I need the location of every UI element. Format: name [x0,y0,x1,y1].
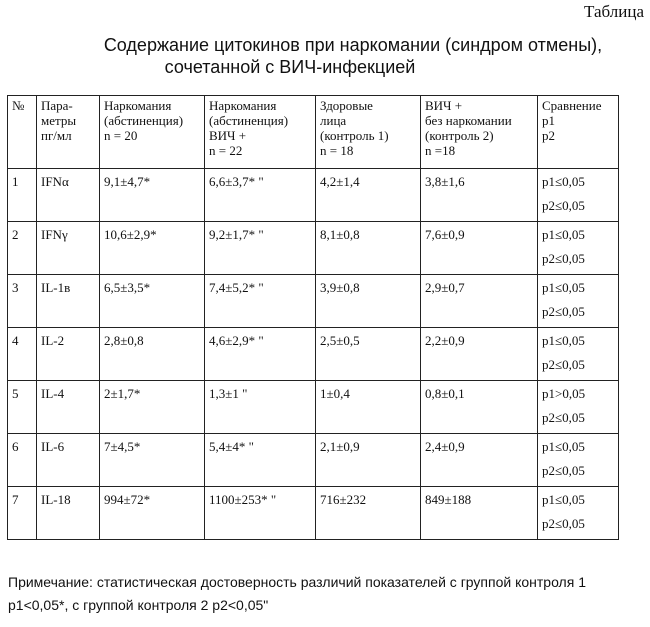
cell-hiv: 3,8±1,6 [421,169,538,222]
cell-hiv: 2,4±0,9 [421,434,538,487]
cell-narc: 994±72* [100,487,205,540]
cell-narc: 6,5±3,5* [100,275,205,328]
cell-comparison [538,487,619,540]
column-header-line: n =18 [425,143,456,158]
cell-narc: 10,6±2,9* [100,222,205,275]
cell-comparison [538,381,619,434]
cell-healthy: 4,2±1,4 [316,169,421,222]
column-header-line: Сравнение [542,98,602,113]
column-header-3 [205,96,316,169]
comparison-p2: p2≤0,05 [542,463,585,478]
column-header-line: (абстиненция) [209,113,289,128]
comparison-p1: p1≤0,05 [542,280,585,295]
column-header-6 [538,96,619,169]
column-header-line: без наркомании [425,113,512,128]
cell-param: IFNα [37,169,100,222]
cell-hiv: 849±188 [421,487,538,540]
table-row [8,275,619,328]
column-header-line: p2 [542,128,555,143]
comparison-p1: p1≤0,05 [542,227,585,242]
cell-comparison [538,434,619,487]
cell-hiv: 2,9±0,7 [421,275,538,328]
column-header-5 [421,96,538,169]
cell-param: IL-4 [37,381,100,434]
column-header-line: Наркомания [104,98,172,113]
table-row [8,328,619,381]
cell-healthy: 2,5±0,5 [316,328,421,381]
cell-narc-hiv: 5,4±4* " [205,434,316,487]
cell-narc-hiv: 1,3±1 " [205,381,316,434]
cell-narc: 2,8±0,8 [100,328,205,381]
column-header-line: пг/мл [41,128,72,143]
cell-param: IL-18 [37,487,100,540]
cell-narc: 7±4,5* [100,434,205,487]
cell-narc-hiv: 9,2±1,7* " [205,222,316,275]
table-row [8,169,619,222]
column-header-line: ВИЧ + [425,98,463,113]
comparison-p2: p2≤0,05 [542,410,585,425]
cell-healthy: 1±0,4 [316,381,421,434]
comparison-p1: p1>0,05 [542,386,586,401]
column-header-line: (контроль 1) [320,128,389,143]
cell-comparison [538,328,619,381]
comparison-p2: p2≤0,05 [542,304,585,319]
comparison-p2: p2≤0,05 [542,198,585,213]
comparison-p2: p2≤0,05 [542,251,585,266]
table-row [8,487,619,540]
cell-hiv: 0,8±0,1 [421,381,538,434]
cell-param: IL-1в [37,275,100,328]
comparison-p2: p2≤0,05 [542,357,585,372]
column-header-line: № [12,98,25,113]
cell-healthy: 3,9±0,8 [316,275,421,328]
table-row [8,222,619,275]
cell-healthy: 8,1±0,8 [316,222,421,275]
comparison-p1: p1≤0,05 [542,439,585,454]
cell-num: 1 [8,169,37,222]
cell-param: IL-6 [37,434,100,487]
cell-num: 6 [8,434,37,487]
title-line-2: сочетанной с ВИЧ-инфекцией [164,57,416,77]
table-label: Таблица [584,2,644,21]
comparison-p2: p2≤0,05 [542,516,585,531]
column-header-2 [100,96,205,169]
column-header-line: ВИЧ + [209,128,247,143]
comparison-p1: p1≤0,05 [542,492,585,507]
cell-comparison [538,275,619,328]
column-header-line: лица [320,113,347,128]
cell-narc-hiv: 1100±253* " [205,487,316,540]
column-header-4 [316,96,421,169]
table-title [0,34,650,78]
footnote [8,571,648,617]
table-header-row [8,96,619,169]
cell-hiv: 7,6±0,9 [421,222,538,275]
comparison-p1: p1≤0,05 [542,174,585,189]
cell-comparison [538,169,619,222]
cytokine-table [7,95,619,540]
column-header-1 [37,96,100,169]
table-row [8,381,619,434]
column-header-line: p1 [542,113,555,128]
cell-num: 4 [8,328,37,381]
column-header-line: (контроль 2) [425,128,494,143]
cell-num: 2 [8,222,37,275]
cell-num: 7 [8,487,37,540]
table-row [8,434,619,487]
column-header-0 [8,96,37,169]
table-body [8,169,619,540]
footnote-line-1: Примечание: статистическая достоверность различий показателей с группой контроля 1 [8,574,586,590]
footnote-line-2: p1<0,05*, с группой контроля 2 p2<0,05" [8,597,269,613]
title-line-1: Содержание цитокинов при наркомании (синдром отмены), [103,35,603,55]
cell-healthy: 2,1±0,9 [316,434,421,487]
cell-narc: 9,1±4,7* [100,169,205,222]
column-header-line: Наркомания [209,98,277,113]
cell-num: 5 [8,381,37,434]
cell-param: IFNγ [37,222,100,275]
cell-narc: 2±1,7* [100,381,205,434]
cell-hiv: 2,2±0,9 [421,328,538,381]
column-header-line: (абстиненция) [104,113,184,128]
comparison-p1: p1≤0,05 [542,333,585,348]
cell-param: IL-2 [37,328,100,381]
column-header-line: метры [41,113,77,128]
column-header-line: Здоровые [320,98,373,113]
cell-healthy: 716±232 [316,487,421,540]
column-header-line: n = 18 [320,143,354,158]
column-header-line: n = 22 [209,143,243,158]
cell-narc-hiv: 6,6±3,7* " [205,169,316,222]
column-header-line: Пара- [41,98,73,113]
cell-narc-hiv: 7,4±5,2* " [205,275,316,328]
cell-narc-hiv: 4,6±2,9* " [205,328,316,381]
column-header-line: n = 20 [104,128,138,143]
cell-comparison [538,222,619,275]
cell-num: 3 [8,275,37,328]
